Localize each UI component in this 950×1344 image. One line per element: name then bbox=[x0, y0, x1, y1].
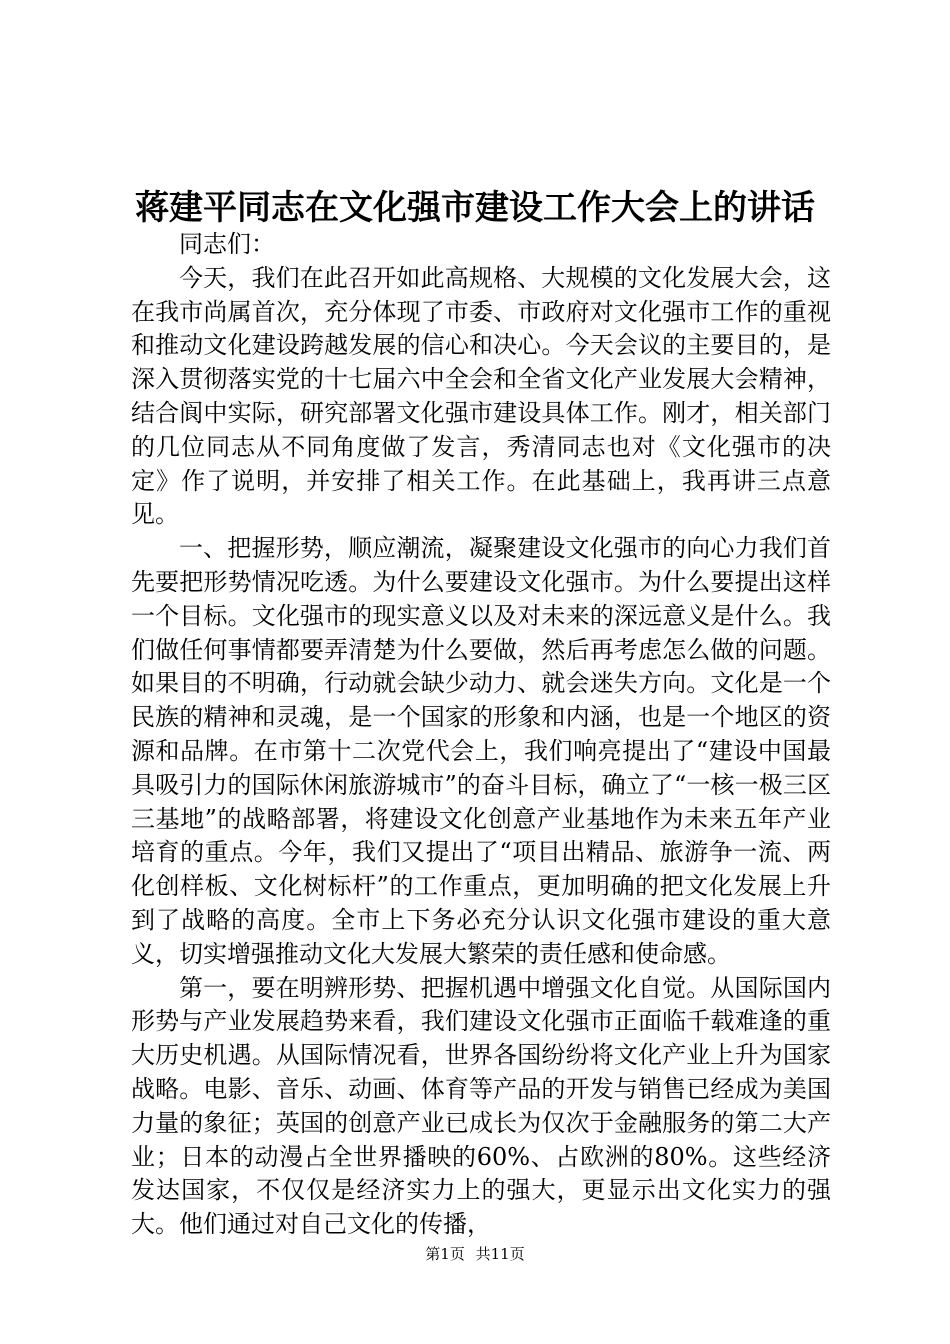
intro-paragraph: 今天，我们在此召开如此高规格、大规模的文化发展大会，这在我市尚属首次，充分体现了市委、市政府对文化强市工作的重视和推动文化建设跨越发展的信心和决心。今天会议的主要目的，是深入贯彻落实党的十七届六中全会和全省文化产业发展大会精神，结合阆中实际，研究部署文化强市建设具体工作。刚才，相关部门的几位同志从不同角度做了发言，秀清同志也对《文化强市的决定》作了说明，并安排了相关工作。在此基础上，我再讲三点意见。 bbox=[131, 263, 831, 529]
document-title: 蒋建平同志在文化强市建设工作大会上的讲话 bbox=[135, 188, 815, 228]
page-footer bbox=[0, 1244, 950, 1264]
section-one-paragraph: 一、把握形势，顺应潮流，凝聚建设文化强市的向心力我们首先要把形势情况吃透。为什么要建设文化强市。为什么要提出这样一个目标。文化强市的现实意义以及对未来的深远意义是什么。我们做任何事情都要弄清楚为什么要做，然后再考虑怎么做的问题。如果目的不明确，行动就会缺少动力、就会迷失方向。文化是一个民族的精神和灵魂，是一个国家的形象和内涵，也是一个地区的资源和品牌。在市第十二次党代会上，我们响亮提出了“建设中国最具吸引力的国际休闲旅游城市”的奋斗目标，确立了“一核一极三区三基地”的战略部署，将建设文化创意产业基地作为未来五年产业培育的重点。今年，我们又提出了“项目出精品、旅游争一流、两化创样板、文化树标杆”的工作重点，更加明确的把文化发展上升到了战略的高度。全市上下务必充分认识文化强市建设的重大意义，切实增强推动文化大发展大繁荣的责任感和使命感。 bbox=[131, 534, 831, 968]
page-total: 共11页 bbox=[475, 1245, 525, 1263]
document-body bbox=[131, 228, 831, 1242]
salutation-paragraph: 同志们： bbox=[179, 230, 275, 258]
first-point-paragraph: 第一，要在明辨形势、把握机遇中增强文化自觉。从国际国内形势与产业发展趋势来看，我们建设文化强市正面临千载难逢的重大历史机遇。从国际情况看，世界各国纷纷将文化产业上升为国家战略。电影、音乐、动画、体育等产品的开发与销售已经成为美国力量的象征；英国的创意产业已成长为仅次于金融服务的第二大产业；日本的动漫占全世界播映的60%、占欧洲的80%。这些经济发达国家，不仅仅是经济实力上的强大，更显示出文化实力的强大。他们通过对自己文化的传播， bbox=[131, 973, 831, 1239]
page-number: 第1页 bbox=[425, 1245, 465, 1263]
